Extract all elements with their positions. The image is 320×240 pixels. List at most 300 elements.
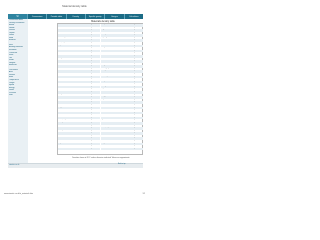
density-unit: kg/m3 bbox=[90, 75, 95, 77]
density-value: 8 553 bbox=[85, 65, 90, 67]
material-name: Copper bbox=[58, 106, 64, 108]
material-name: Lead bbox=[101, 52, 106, 54]
material-name: Beech wood bbox=[58, 52, 68, 54]
density-unit: kg/m3 bbox=[90, 57, 95, 59]
density-value: 510 bbox=[129, 109, 133, 111]
footer-logo[interactable]: simetric.co.uk bbox=[9, 164, 20, 167]
material-name: Diesel bbox=[58, 116, 64, 118]
material-name: Zinc bbox=[101, 147, 105, 149]
density-value: 593 bbox=[86, 134, 90, 136]
density-value: 208 bbox=[86, 88, 90, 90]
density-unit: kg/m3 bbox=[133, 70, 138, 72]
density-value: 850 bbox=[86, 116, 90, 118]
material-name: Clay bbox=[58, 93, 62, 95]
density-unit: kg/m3 bbox=[133, 98, 138, 100]
material-name: Glass bbox=[58, 140, 63, 142]
density-unit: kg/m3 bbox=[90, 85, 95, 87]
density-unit: kg/m3 bbox=[133, 47, 138, 49]
material-name: Olive oil bbox=[101, 93, 108, 95]
density-value: 2 230 bbox=[128, 24, 133, 25]
density-value: 1 922 bbox=[85, 67, 90, 69]
density-value: 968 bbox=[129, 137, 133, 139]
material-name: Oxygen bbox=[101, 96, 108, 98]
density-unit: kg/m3 bbox=[90, 36, 95, 38]
material-name: Magnesium bbox=[101, 65, 111, 67]
density-unit: kg/m3 bbox=[133, 103, 138, 105]
material-name: Sodium bbox=[101, 137, 108, 139]
density-value: 713 bbox=[86, 127, 90, 129]
density-value: 535 bbox=[129, 62, 133, 64]
material-name: Butter bbox=[58, 72, 63, 74]
table-row bbox=[101, 148, 143, 151]
density-value: 2 600 bbox=[85, 132, 90, 134]
sidebar-item[interactable]: Power bbox=[9, 89, 14, 92]
material-name: Nickel bbox=[101, 83, 107, 85]
density-unit: kg/m3 bbox=[133, 60, 138, 62]
density-unit: kg/m3 bbox=[90, 116, 95, 118]
density-unit: kg/m3 bbox=[133, 140, 138, 142]
density-value: 0.77 bbox=[86, 34, 90, 36]
material-name: Honey bbox=[101, 34, 107, 36]
density-unit: kg/m3 bbox=[133, 96, 138, 98]
density-value: 7 140 bbox=[128, 147, 133, 149]
material-name: Tin bbox=[101, 145, 104, 147]
density-unit: kg/m3 bbox=[133, 88, 138, 90]
density-unit: kg/m3 bbox=[133, 145, 138, 147]
sidebar-item[interactable]: Density of materials bbox=[9, 21, 25, 24]
material-name: Concrete bbox=[58, 103, 66, 105]
density-value: 918 bbox=[129, 93, 133, 95]
density-value: 2 267 bbox=[85, 80, 90, 82]
density-value: 1 150 bbox=[128, 88, 133, 90]
density-value: 1 220 bbox=[85, 119, 90, 121]
material-name: Borax bbox=[58, 62, 63, 64]
density-value: 7 850 bbox=[128, 140, 133, 142]
material-name: Silver bbox=[101, 132, 106, 134]
sidebar-item[interactable]: Measures bbox=[9, 64, 17, 67]
density-unit: kg/m3 bbox=[90, 54, 95, 56]
material-name: Marble bbox=[101, 72, 107, 74]
material-name: Bismuth bbox=[58, 60, 65, 62]
nav-tab-gauges[interactable]: Gauges bbox=[104, 14, 123, 19]
print-url: www.simetric.co.uk/si_materials.htm bbox=[4, 193, 33, 195]
material-name: Diamond bbox=[58, 114, 66, 116]
density-unit: kg/m3 bbox=[90, 109, 95, 111]
density-unit: kg/m3 bbox=[133, 31, 138, 33]
density-value: 8 960 bbox=[85, 106, 90, 108]
density-unit: kg/m3 bbox=[133, 116, 138, 118]
density-value: 610 bbox=[86, 42, 90, 44]
material-name: Milk bbox=[101, 78, 105, 80]
density-unit: kg/m3 bbox=[90, 147, 95, 149]
density-unit: kg/m3 bbox=[133, 114, 138, 116]
material-name: Sandstone bbox=[101, 129, 110, 131]
material-name: Graphite bbox=[101, 24, 108, 25]
density-unit: kg/m3 bbox=[133, 147, 138, 149]
material-name: Earth, dry bbox=[58, 119, 66, 121]
material-name: Kerosene bbox=[101, 49, 109, 51]
material-name: Ethanol bbox=[58, 124, 65, 126]
sidebar-item[interactable]: Soils bbox=[9, 43, 13, 46]
density-unit: kg/m3 bbox=[90, 31, 95, 33]
material-name: Helium bbox=[101, 31, 107, 33]
density-unit: kg/m3 bbox=[133, 127, 138, 129]
density-value: 1 506 bbox=[85, 83, 90, 85]
density-unit: kg/m3 bbox=[133, 91, 138, 93]
density-value: 10 490 bbox=[127, 132, 133, 134]
sidebar-item[interactable]: Metals bbox=[9, 24, 15, 27]
material-name: Gypsum bbox=[101, 29, 108, 31]
density-value: 1 049 bbox=[85, 26, 90, 28]
density-unit: kg/m3 bbox=[90, 65, 95, 67]
density-unit: kg/m3 bbox=[133, 26, 138, 28]
density-unit: kg/m3 bbox=[133, 85, 138, 87]
density-unit: kg/m3 bbox=[90, 145, 95, 147]
density-unit: kg/m3 bbox=[133, 24, 138, 25]
material-name: Manganese bbox=[101, 70, 111, 72]
density-value: 7 470 bbox=[128, 70, 133, 72]
material-name: Ivory bbox=[101, 47, 106, 49]
sidebar-item[interactable]: Calculators bbox=[9, 68, 18, 71]
density-unit: kg/m3 bbox=[133, 62, 138, 64]
sidebar-item[interactable]: Fluids bbox=[9, 59, 14, 62]
density-value: 1 842 bbox=[128, 47, 133, 49]
density-value: 1 420 bbox=[128, 34, 133, 36]
material-name: Lithium bbox=[101, 62, 107, 64]
sidebar-item[interactable]: Chemicals bbox=[9, 51, 18, 54]
sidebar-item[interactable]: Conversion tables bbox=[9, 19, 24, 21]
density-value: 737 bbox=[86, 137, 90, 139]
density-value: 1 200 bbox=[85, 121, 90, 123]
density-unit: kg/m3 bbox=[133, 129, 138, 131]
density-unit: kg/m3 bbox=[133, 57, 138, 59]
density-value: 8 200 bbox=[85, 70, 90, 72]
density-unit: kg/m3 bbox=[90, 78, 95, 80]
density-value: 7 874 bbox=[128, 44, 133, 46]
density-value: 750 bbox=[129, 91, 133, 93]
density-unit: kg/m3 bbox=[90, 121, 95, 123]
nav-tab-periodic-table[interactable]: Periodic table bbox=[46, 14, 65, 19]
density-value: 1 522 bbox=[128, 121, 133, 123]
density-value: 2 403 bbox=[128, 114, 133, 116]
material-name: Ice bbox=[101, 39, 104, 41]
density-unit: kg/m3 bbox=[90, 129, 95, 131]
density-value: 11 340 bbox=[127, 52, 133, 54]
density-unit: kg/m3 bbox=[133, 119, 138, 121]
density-value: 9 750 bbox=[85, 60, 90, 62]
density-unit: kg/m3 bbox=[90, 137, 95, 139]
density-unit: kg/m3 bbox=[133, 83, 138, 85]
material-name: Potassium bbox=[101, 116, 110, 118]
sidebar-item[interactable]: Woods bbox=[9, 26, 15, 29]
material-name: Porcelain bbox=[101, 114, 109, 116]
density-unit: kg/m3 bbox=[133, 134, 138, 136]
density-unit: kg/m3 bbox=[90, 101, 95, 103]
sidebar-item[interactable]: Gases bbox=[9, 34, 15, 37]
density-value: 8 650 bbox=[85, 75, 90, 77]
material-name: Gasoline bbox=[58, 137, 66, 139]
density-unit: kg/m3 bbox=[133, 121, 138, 123]
material-name: Cement bbox=[58, 83, 65, 85]
sidebar-item[interactable]: Liquids bbox=[9, 31, 15, 34]
material-name: Acetic acid bbox=[58, 26, 67, 28]
density-value: 1 738 bbox=[128, 65, 133, 67]
nav-tab-density[interactable]: Density bbox=[66, 14, 85, 19]
density-value: 2 400 bbox=[85, 103, 90, 105]
density-value: 480 bbox=[86, 101, 90, 103]
density-value: 862 bbox=[129, 116, 133, 118]
density-value: 1 746 bbox=[85, 93, 90, 95]
material-name: Petrol bbox=[101, 106, 106, 108]
density-table-right-column bbox=[101, 24, 143, 150]
sidebar-item[interactable]: Energy bbox=[9, 86, 15, 89]
material-name: Oak bbox=[101, 91, 105, 93]
density-unit: kg/m3 bbox=[90, 106, 95, 108]
material-name: Leather bbox=[101, 54, 108, 56]
density-value: 2 579 bbox=[85, 140, 90, 142]
material-name: Flour bbox=[58, 134, 63, 136]
sidebar-item[interactable]: Building materials bbox=[9, 46, 23, 49]
density-unit: kg/m3 bbox=[90, 24, 95, 25]
density-value: 22 420 bbox=[127, 42, 133, 44]
density-unit: kg/m3 bbox=[133, 39, 138, 41]
density-value: 2 691 bbox=[85, 147, 90, 149]
material-name: Cadmium bbox=[58, 75, 66, 77]
density-unit: kg/m3 bbox=[133, 29, 138, 31]
density-unit: kg/m3 bbox=[133, 142, 138, 144]
density-value: 1 602 bbox=[128, 127, 133, 129]
density-unit: kg/m3 bbox=[90, 83, 95, 85]
density-unit: kg/m3 bbox=[133, 49, 138, 51]
density-value: 865 bbox=[86, 72, 90, 74]
sidebar-item[interactable]: Food bbox=[9, 36, 13, 39]
density-value: 7 310 bbox=[128, 145, 133, 147]
material-name: Nitrogen bbox=[101, 85, 108, 87]
material-name: Lime bbox=[101, 57, 106, 59]
sidebar-item[interactable]: Minerals bbox=[9, 39, 16, 42]
sidebar-item[interactable]: Fuels bbox=[9, 54, 14, 57]
material-name: Iridium bbox=[101, 42, 107, 44]
density-value: 820 bbox=[129, 49, 133, 51]
density-value: 21 450 bbox=[127, 111, 133, 113]
material-name: Brass bbox=[58, 65, 63, 67]
density-value: 545 bbox=[129, 67, 133, 69]
table-row bbox=[58, 148, 100, 151]
density-unit: kg/m3 bbox=[90, 124, 95, 126]
sidebar-item[interactable]: Speed bbox=[9, 84, 15, 87]
sidebar-item[interactable]: Mass bbox=[9, 76, 14, 79]
density-value: 1 201 bbox=[128, 98, 133, 100]
material-name: Hydrogen bbox=[101, 36, 109, 38]
material-name: Beryllium bbox=[58, 57, 66, 59]
density-value: 2 648 bbox=[128, 119, 133, 121]
density-unit: kg/m3 bbox=[90, 67, 95, 69]
material-name: Coal bbox=[58, 96, 62, 98]
density-value: 13 593 bbox=[127, 75, 133, 77]
material-name: Paper bbox=[101, 98, 106, 100]
density-value: 0.09 bbox=[129, 36, 133, 38]
density-unit: kg/m3 bbox=[90, 91, 95, 93]
material-name: Granite bbox=[58, 147, 64, 149]
sidebar bbox=[8, 19, 28, 163]
density-value: 721 bbox=[86, 44, 90, 46]
density-unit: kg/m3 bbox=[90, 142, 95, 144]
density-value: 1 009 bbox=[128, 57, 133, 59]
material-name: Calcium bbox=[58, 78, 65, 80]
document-title: Material density table bbox=[62, 5, 87, 8]
density-value: 879 bbox=[86, 54, 90, 56]
density-unit: kg/m3 bbox=[133, 52, 138, 54]
material-name: Alcohol bbox=[58, 29, 64, 31]
density-unit: kg/m3 bbox=[133, 111, 138, 113]
material-name: Ammonia bbox=[58, 34, 66, 36]
material-name: Brick bbox=[58, 67, 63, 69]
material-name: Cork bbox=[58, 109, 63, 111]
sidebar-item[interactable]: Area bbox=[9, 71, 13, 74]
density-unit: kg/m3 bbox=[90, 111, 95, 113]
density-unit: kg/m3 bbox=[90, 44, 95, 46]
density-unit: kg/m3 bbox=[133, 93, 138, 95]
sidebar-item[interactable]: Length bbox=[9, 81, 15, 84]
density-value: 3 510 bbox=[85, 47, 90, 49]
density-value: 789 bbox=[86, 124, 90, 126]
density-unit: kg/m3 bbox=[90, 132, 95, 134]
material-name: Mahogany bbox=[101, 67, 110, 69]
site-logo-label: SI bbox=[16, 15, 19, 18]
density-value: 2 691 bbox=[128, 134, 133, 136]
density-value: 1 522 bbox=[128, 26, 133, 28]
density-unit: kg/m3 bbox=[90, 26, 95, 28]
sidebar-item[interactable]: Plastics bbox=[9, 29, 16, 32]
density-value: 10 280 bbox=[127, 80, 133, 82]
density-value: 3 515 bbox=[85, 114, 90, 116]
density-value: 6 684 bbox=[85, 36, 90, 38]
material-name: Sugar bbox=[101, 142, 106, 144]
sidebar-item[interactable]: Pressure bbox=[9, 91, 17, 94]
density-unit: kg/m3 bbox=[90, 34, 95, 36]
main-content bbox=[28, 19, 143, 164]
density-unit: kg/m3 bbox=[90, 114, 95, 116]
material-name: Cotton bbox=[58, 111, 64, 113]
material-name: Cobalt bbox=[58, 98, 64, 100]
density-unit: kg/m3 bbox=[133, 44, 138, 46]
density-unit: kg/m3 bbox=[90, 42, 95, 44]
material-name: Feldspar bbox=[58, 129, 65, 131]
density-unit: kg/m3 bbox=[133, 65, 138, 67]
density-unit: kg/m3 bbox=[90, 52, 95, 54]
material-name: Acetone bbox=[58, 24, 65, 25]
density-unit: kg/m3 bbox=[133, 109, 138, 111]
density-unit: kg/m3 bbox=[90, 60, 95, 62]
density-unit: kg/m3 bbox=[90, 134, 95, 136]
material-name: Basalt bbox=[58, 49, 64, 51]
material-name: Antimony bbox=[58, 36, 66, 38]
density-unit: kg/m3 bbox=[90, 103, 95, 105]
density-unit: kg/m3 bbox=[90, 49, 95, 51]
density-value: 1 840 bbox=[85, 57, 90, 59]
density-unit: kg/m3 bbox=[133, 75, 138, 77]
density-value: 1 035 bbox=[128, 78, 133, 80]
table-footnote: Densities shown at 20°C unless otherwise indicated. Values are approximate. bbox=[72, 157, 130, 159]
material-name: Chromium bbox=[58, 91, 67, 93]
density-value: 789 bbox=[86, 29, 90, 31]
density-unit: kg/m3 bbox=[90, 62, 95, 64]
density-value: 1 120 bbox=[128, 103, 133, 105]
back-to-top-link[interactable]: Back to top bbox=[118, 164, 126, 166]
sidebar-item[interactable]: Weights bbox=[9, 61, 16, 64]
nav-tab-specific-gravity[interactable]: Specific gravity bbox=[85, 14, 104, 19]
sidebar-item[interactable]: Oils bbox=[9, 56, 13, 59]
material-name: Asphalt bbox=[58, 44, 65, 46]
density-value: 1 550 bbox=[85, 78, 90, 80]
density-unit: kg/m3 bbox=[133, 101, 138, 103]
material-name: Limestone bbox=[101, 60, 110, 62]
density-value: 2 611 bbox=[128, 60, 133, 62]
material-name: Sand, dry bbox=[101, 127, 109, 129]
material-name: Aluminium bbox=[58, 31, 67, 33]
material-name: Slate bbox=[101, 134, 106, 136]
nav-tab-calculators[interactable]: Calculators bbox=[124, 14, 143, 19]
density-unit: kg/m3 bbox=[90, 39, 95, 41]
density-value: 2 563 bbox=[128, 72, 133, 74]
print-page-number: 1/2 bbox=[142, 193, 145, 195]
density-value: 2 560 bbox=[85, 129, 90, 131]
density-value: 1 587 bbox=[128, 142, 133, 144]
density-unit: kg/m3 bbox=[90, 127, 95, 129]
density-unit: kg/m3 bbox=[90, 47, 95, 49]
density-value: 1 261 bbox=[85, 142, 90, 144]
density-unit: kg/m3 bbox=[90, 70, 95, 72]
density-value: 0.18 bbox=[129, 31, 133, 33]
sidebar-item[interactable]: Flow bbox=[9, 94, 13, 97]
material-name: Molybdenum bbox=[101, 80, 111, 82]
density-unit: kg/m3 bbox=[90, 119, 95, 121]
density-value: 2 323 bbox=[128, 129, 133, 131]
density-unit: kg/m3 bbox=[133, 124, 138, 126]
table-title: Materials density table bbox=[91, 20, 115, 24]
density-value: 1 154 bbox=[128, 124, 133, 126]
density-value: 1 715 bbox=[85, 62, 90, 64]
material-name: Peat bbox=[101, 103, 105, 105]
density-value: 7 190 bbox=[85, 91, 90, 93]
density-unit: kg/m3 bbox=[90, 29, 95, 31]
density-unit: kg/m3 bbox=[90, 98, 95, 100]
density-value: 2 700 bbox=[85, 31, 90, 33]
density-value: 945 bbox=[129, 54, 133, 56]
nav-tab-conversions[interactable]: Conversions bbox=[27, 14, 46, 19]
material-name: Rubber bbox=[101, 121, 107, 123]
density-unit: kg/m3 bbox=[133, 80, 138, 82]
density-value: 801 bbox=[129, 101, 133, 103]
density-unit: kg/m3 bbox=[90, 72, 95, 74]
sidebar-item[interactable]: Volume bbox=[9, 73, 15, 76]
material-name: Nylon bbox=[101, 88, 106, 90]
material-name: Chalk bbox=[58, 85, 63, 87]
density-unit: kg/m3 bbox=[90, 93, 95, 95]
density-unit: kg/m3 bbox=[90, 88, 95, 90]
density-value: 2 450 bbox=[85, 39, 90, 41]
density-table-left-column bbox=[58, 24, 100, 150]
material-name: Glycerine bbox=[58, 142, 66, 144]
material-name: Benzene bbox=[58, 54, 66, 56]
density-unit: kg/m3 bbox=[90, 140, 95, 142]
sidebar-item[interactable]: Insulation bbox=[9, 49, 17, 52]
density-unit: kg/m3 bbox=[90, 96, 95, 98]
density-value: 1.43 bbox=[129, 96, 133, 98]
material-name: Salt bbox=[101, 124, 105, 126]
density-value: 784 bbox=[86, 24, 90, 25]
sidebar-item[interactable]: Temperature bbox=[9, 79, 19, 82]
